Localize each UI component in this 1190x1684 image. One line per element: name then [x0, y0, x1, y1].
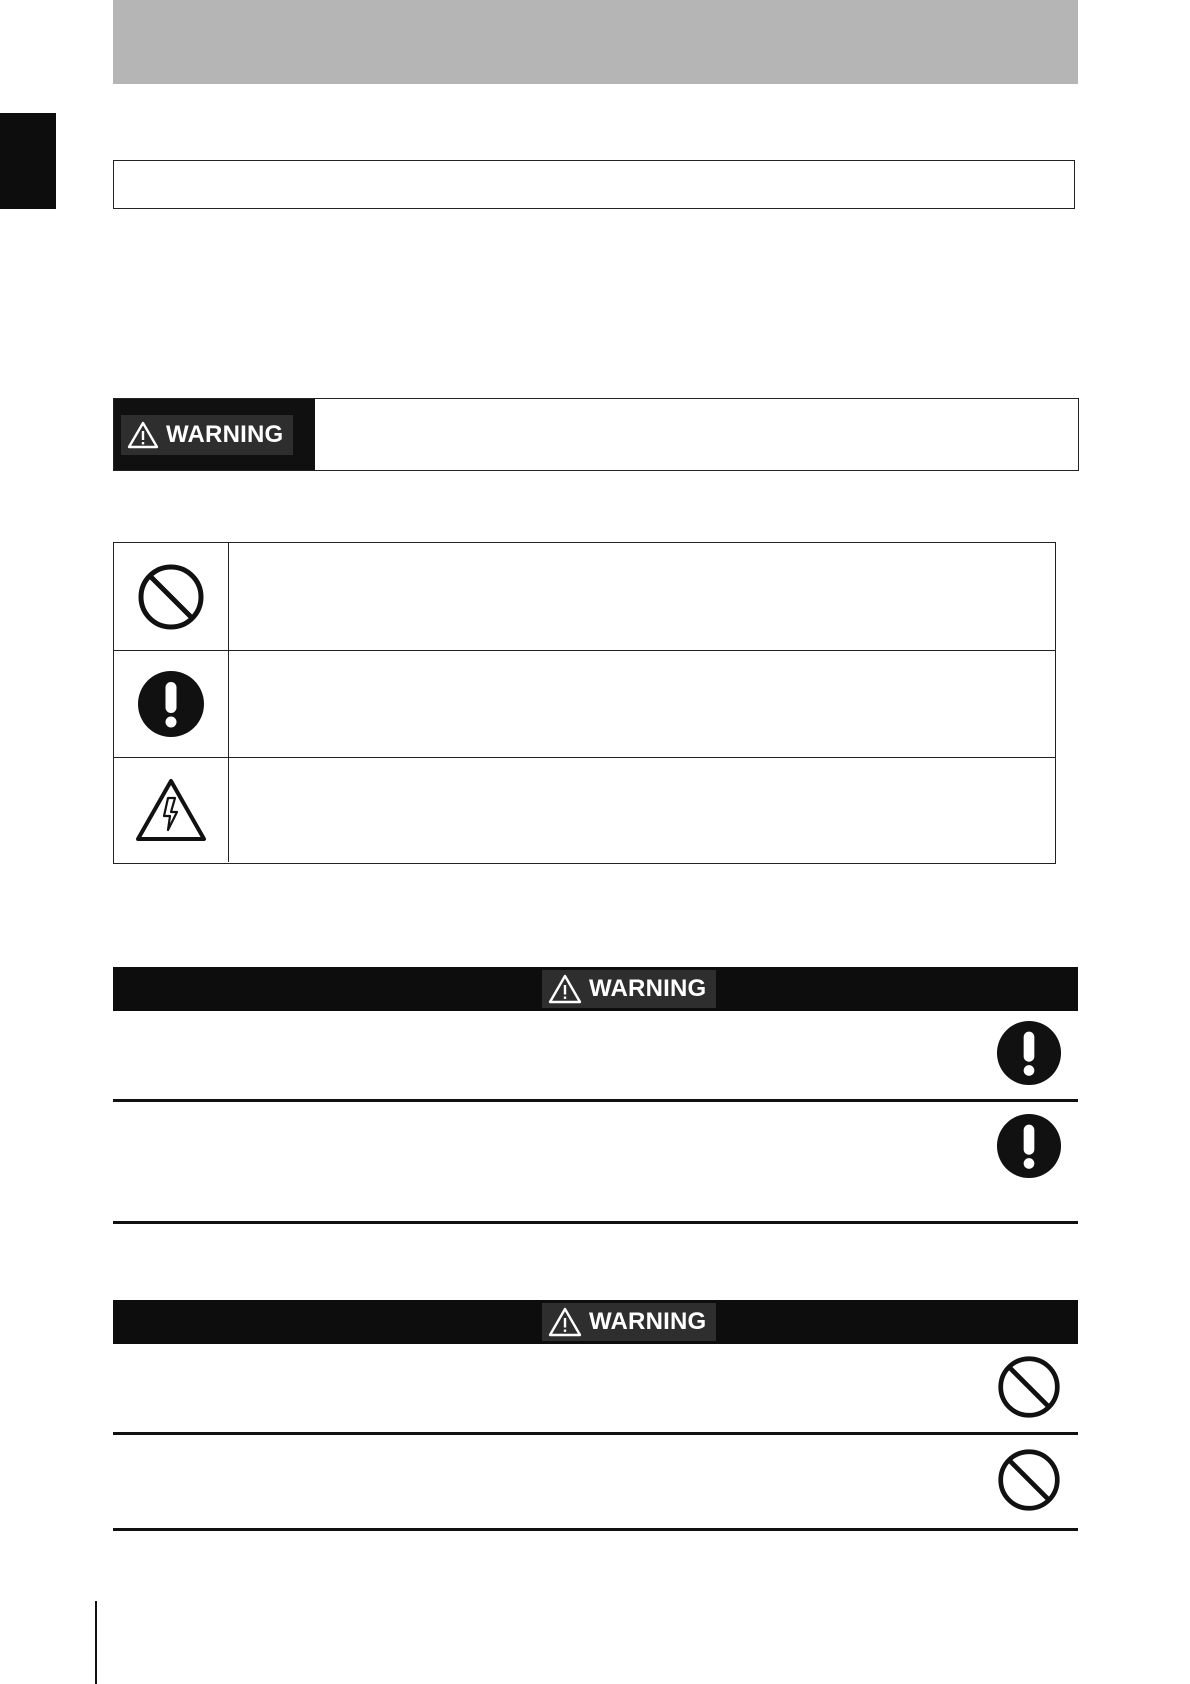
warning-label-text: WARNING — [589, 975, 707, 1002]
electric-shock-icon — [135, 778, 207, 842]
warning-item — [113, 1102, 1078, 1224]
warning-item — [113, 1344, 1078, 1435]
chapter-header-bar — [113, 0, 1078, 84]
warning-triangle-icon — [548, 974, 582, 1004]
symbol-cell — [114, 651, 229, 757]
symbol-legend-table — [113, 542, 1056, 864]
mandatory-action-icon — [996, 1020, 1062, 1086]
warning-label-text: WARNING — [589, 1308, 707, 1335]
chapter-index-tab — [0, 113, 56, 209]
footer-rule — [95, 1601, 97, 1684]
warning-label — [121, 415, 293, 455]
item-icon-wrap — [996, 1113, 1062, 1179]
warning-section-1 — [113, 967, 1078, 1224]
warning-triangle-icon — [548, 1307, 582, 1337]
section-title-box — [113, 160, 1075, 209]
warning-banner — [113, 1300, 1078, 1344]
symbol-cell — [114, 758, 229, 862]
symbol-row-prohibition — [114, 543, 1055, 650]
warning-label-text: WARNING — [166, 421, 284, 448]
warning-triangle-icon — [127, 421, 159, 449]
symbol-row-electric-shock — [114, 757, 1055, 862]
warning-section-2 — [113, 1300, 1078, 1531]
symbol-row-mandatory — [114, 650, 1055, 757]
prohibition-icon — [996, 1354, 1062, 1420]
item-icon-wrap — [996, 1020, 1062, 1086]
item-icon-wrap — [996, 1354, 1062, 1420]
mandatory-action-icon — [137, 670, 205, 738]
mandatory-action-icon — [996, 1113, 1062, 1179]
warning-banner — [113, 967, 1078, 1011]
symbol-cell — [114, 543, 229, 650]
warning-item — [113, 1011, 1078, 1102]
warning-label — [542, 1303, 716, 1341]
prohibition-icon — [136, 562, 206, 632]
warning-label — [542, 970, 716, 1008]
warning-item — [113, 1435, 1078, 1531]
signal-word-cell — [114, 399, 315, 470]
signal-word-definition — [113, 398, 1079, 471]
item-icon-wrap — [996, 1447, 1062, 1513]
prohibition-icon — [996, 1447, 1062, 1513]
